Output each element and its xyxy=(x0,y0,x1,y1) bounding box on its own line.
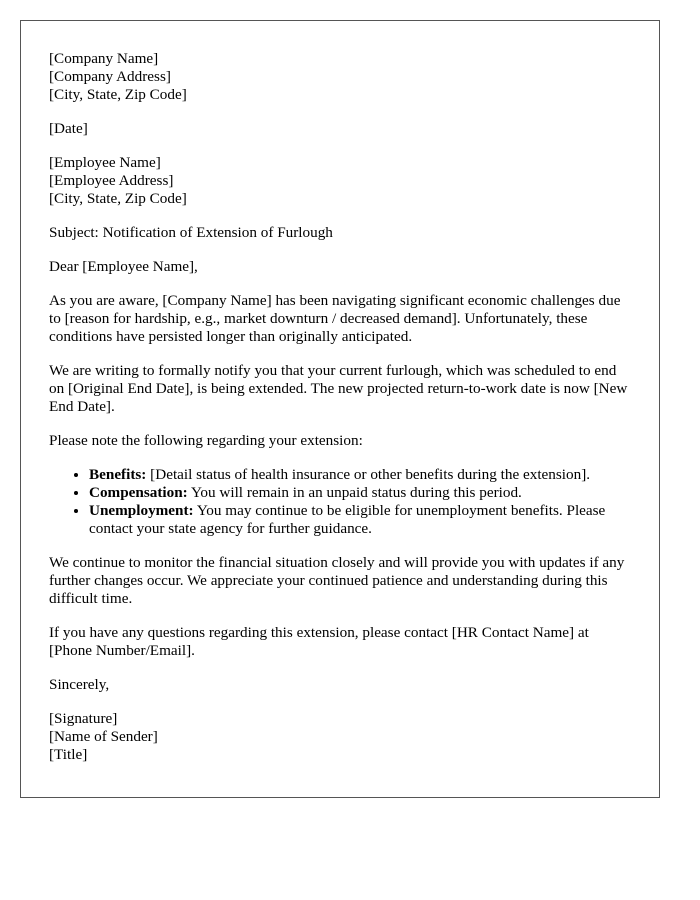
intro-paragraph: As you are aware, [Company Name] has been navigating significant economic challenges due to [reason for hardship, e.g., market downturn / decreased demand]. Unfortunately, these conditions have persisted longer than originally anticipated. xyxy=(49,292,621,345)
subject-line: Subject: Notification of Extension of Furlough xyxy=(49,224,333,241)
company-name: [Company Name] xyxy=(49,50,159,67)
employee-name: [Employee Name] xyxy=(49,154,161,171)
letter-page xyxy=(20,20,660,798)
contact-paragraph: If you have any questions regarding this extension, please contact [HR Contact Name] at [Phone Number/Email]. xyxy=(49,624,589,659)
letter-date: [Date] xyxy=(49,120,88,137)
extension-notice-paragraph: We are writing to formally notify you that your current furlough, which was scheduled to end on [Original End Date], is being extended. The new projected return-to-work date is now [New End Date]. xyxy=(49,362,628,415)
unemployment-text: You may continue to be eligible for unemployment benefits. Please contact your state agency for further guidance. xyxy=(89,502,606,537)
signature: [Signature] xyxy=(49,710,118,727)
sender-address-block xyxy=(49,50,631,104)
compensation-label: Compensation: xyxy=(89,484,188,501)
company-city-state-zip: [City, State, Zip Code] xyxy=(49,86,187,103)
employee-city-state-zip: [City, State, Zip Code] xyxy=(49,190,187,207)
employee-address: [Employee Address] xyxy=(49,172,174,189)
greeting: Dear [Employee Name], xyxy=(49,258,198,275)
monitor-paragraph: We continue to monitor the financial situation closely and will provide you with updates if any further changes occur. We appreciate your continued patience and understanding during this difficult time. xyxy=(49,554,625,607)
benefits-text: [Detail status of health insurance or other benefits during the extension]. xyxy=(146,466,591,483)
company-address: [Company Address] xyxy=(49,68,171,85)
recipient-address-block xyxy=(49,154,631,208)
name-of-sender: [Name of Sender] xyxy=(49,728,158,745)
closing: Sincerely, xyxy=(49,676,110,693)
details-lead-paragraph: Please note the following regarding your extension: xyxy=(49,432,363,449)
sender-title: [Title] xyxy=(49,746,88,763)
list-item-unemployment xyxy=(89,502,631,538)
list-item-benefits xyxy=(89,466,631,484)
list-item-compensation xyxy=(89,484,631,502)
benefits-label: Benefits: xyxy=(89,466,147,483)
extension-details-list xyxy=(49,466,631,538)
signature-block xyxy=(49,710,631,764)
compensation-text: You will remain in an unpaid status during this period. xyxy=(187,484,522,501)
unemployment-label: Unemployment: xyxy=(89,502,194,519)
